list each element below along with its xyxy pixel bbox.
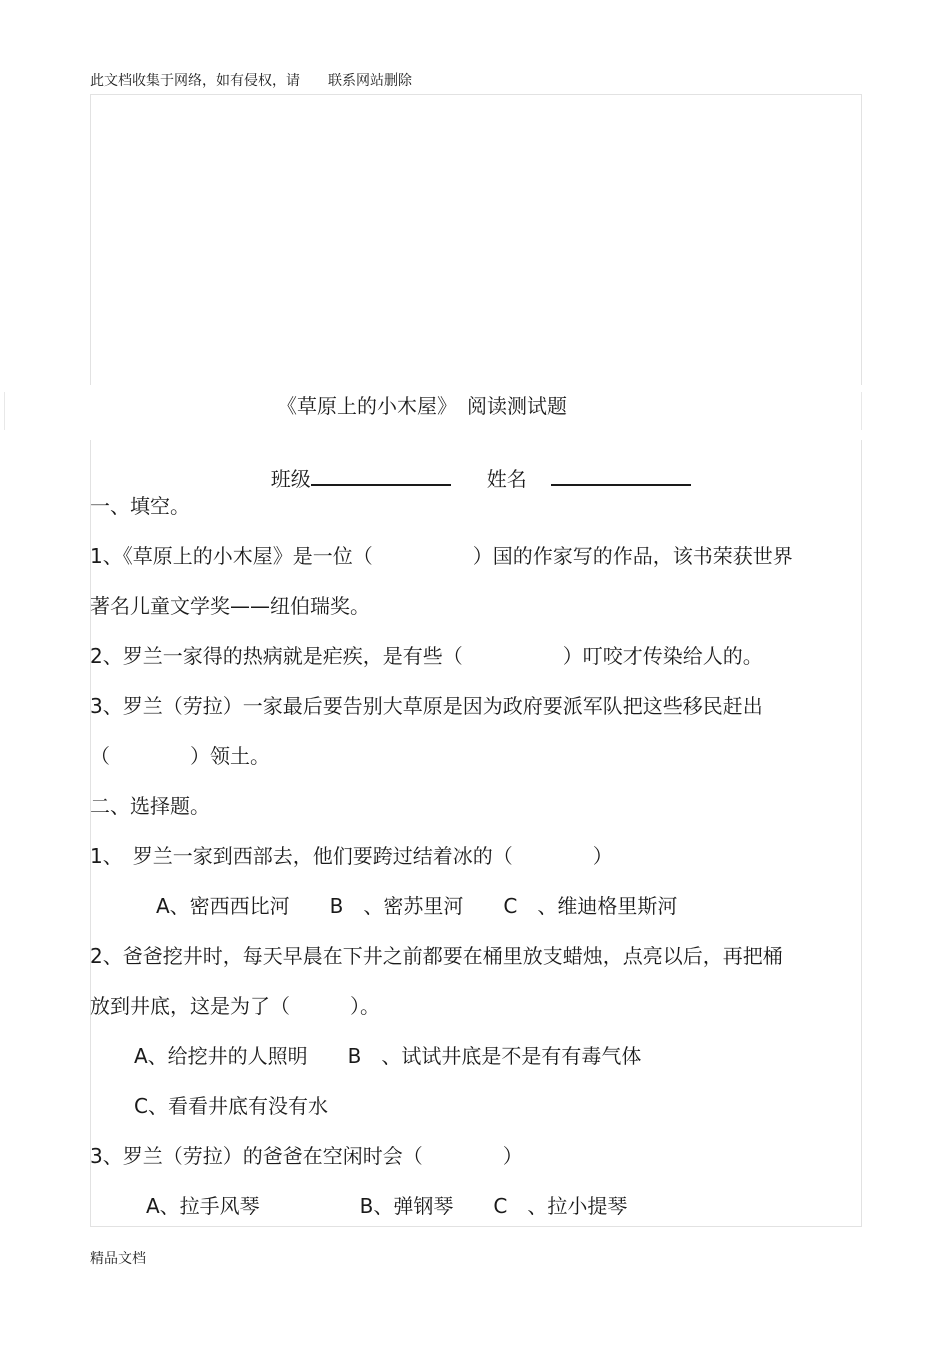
choice-3-options: A、拉手风琴 B、弹钢琴 C 、拉小提琴 (146, 1194, 628, 1218)
choice-2-options-ab: A、给挖井的人照明 B 、试试井底是不是有有毒气体 (134, 1044, 642, 1068)
name-blank (551, 466, 691, 486)
name-label: 姓名 (486, 467, 527, 491)
class-name-row (258, 446, 691, 489)
choice-2-option-c: C、看看井底有没有水 (134, 1094, 328, 1118)
class-label: 班级 (270, 467, 311, 491)
question-3-line-1: 3、罗兰（劳拉）一家最后要告别大草原是因为政府要派军队把这些移民赶出 (90, 694, 763, 718)
section-fill-blank: 一、填空。 (90, 494, 190, 518)
choice-2-line-1: 2、爸爸挖井时，每天早晨在下井之前都要在桶里放支蜡烛，点亮以后，再把桶 (90, 944, 783, 968)
choice-1: 1、 罗兰一家到西部去，他们要跨过结着冰的（ ） (90, 844, 613, 868)
choice-3: 3、罗兰（劳拉）的爸爸在空闲时会（ ） (90, 1144, 523, 1168)
question-1-line-1: 1、《草原上的小木屋》是一位（ ）国的作家写的作品，该书荣获世界 (90, 544, 793, 568)
question-3-line-2: （ ）领土。 (90, 744, 270, 768)
question-1-line-2: 著名儿童文学奖——纽伯瑞奖。 (90, 594, 370, 618)
blank-frame-top (90, 94, 862, 385)
page-title: 《草原上的小木屋》 阅读测试题 (277, 394, 567, 418)
header-note: 此文档收集于网络，如有侵权，请 联系网站删除 (90, 73, 412, 89)
section-choice: 二、选择题。 (90, 794, 210, 818)
question-2: 2、罗兰一家得的热病就是疟疾，是有些（ ）叮咬才传染给人的。 (90, 644, 763, 668)
class-blank (311, 466, 451, 486)
choice-2-line-2: 放到井底，这是为了（ ）。 (90, 994, 380, 1018)
footer-note: 精品文档 (90, 1251, 146, 1267)
choice-1-options: A、密西西比河 B 、密苏里河 C 、维迪格里斯河 (156, 894, 678, 918)
